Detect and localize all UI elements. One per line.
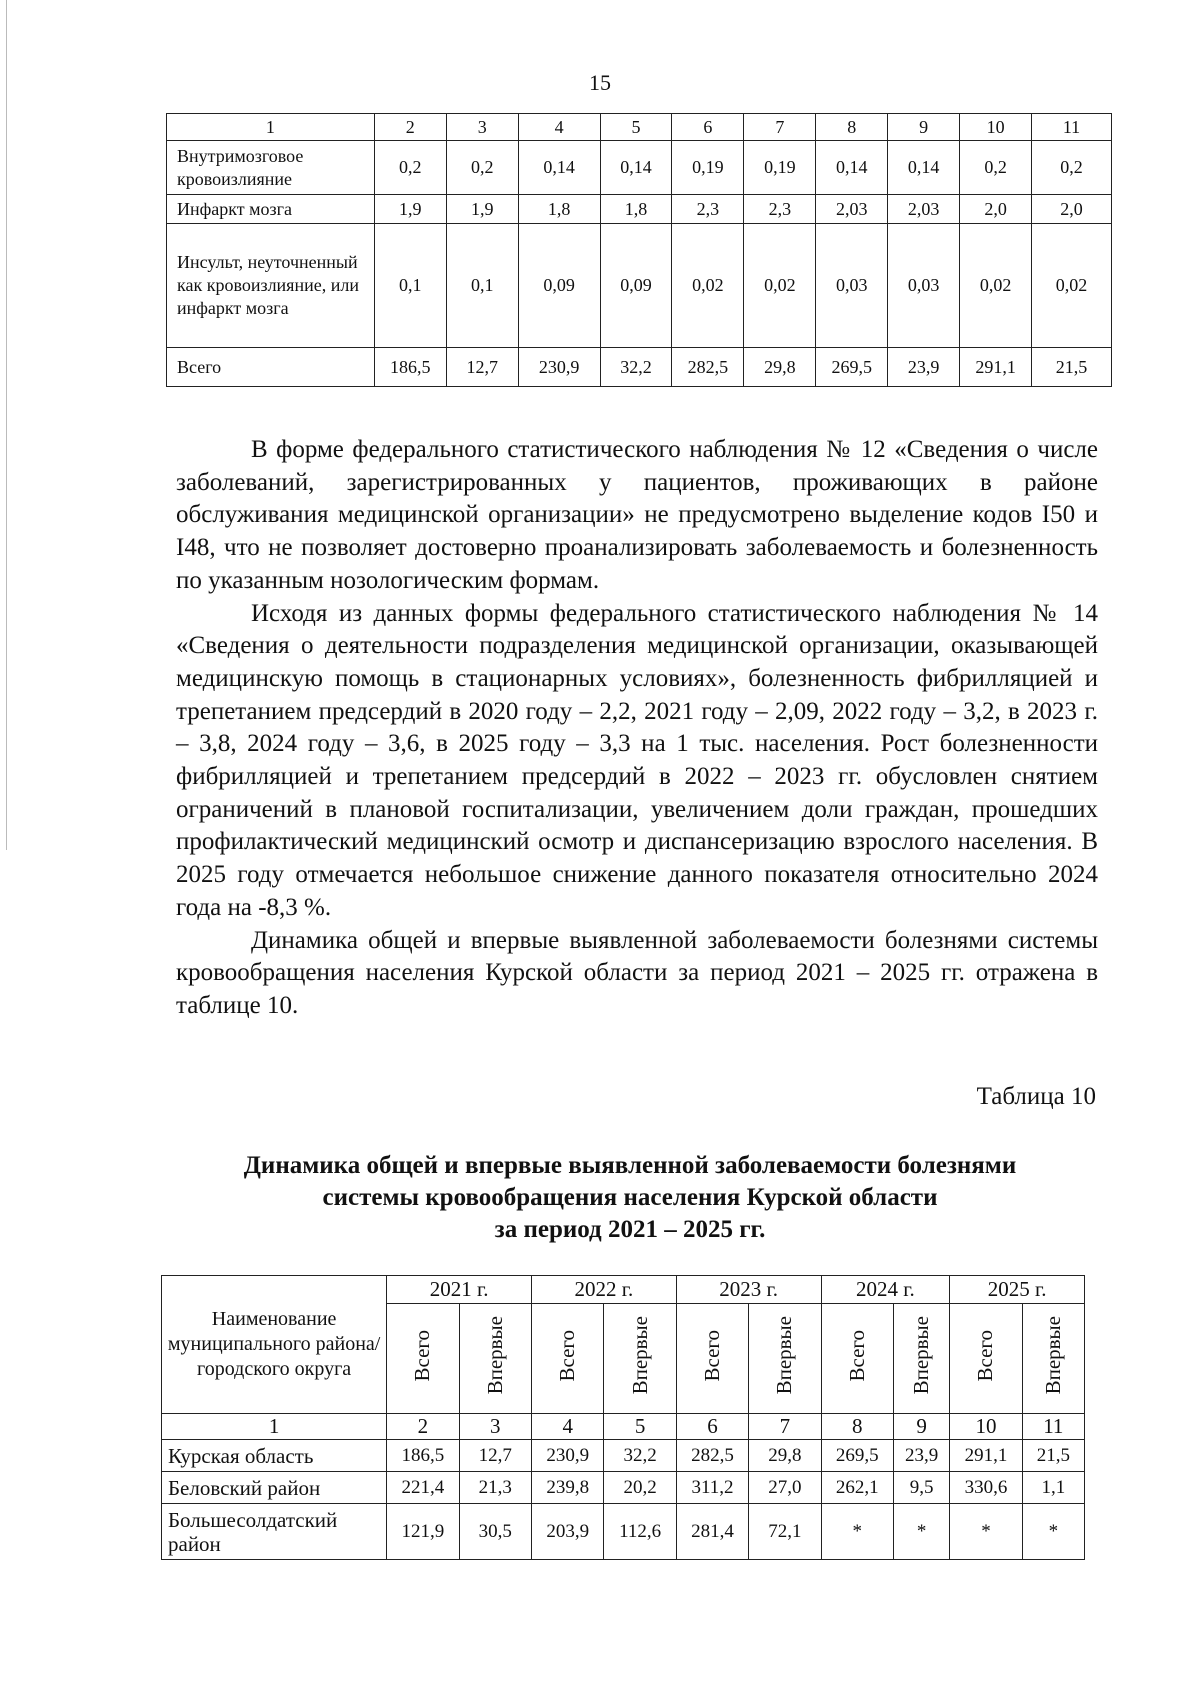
table-label: Таблица 10 xyxy=(976,1083,1096,1110)
column-number: 2 xyxy=(374,114,446,141)
column-number: 6 xyxy=(672,114,744,141)
table-cell: 23,9 xyxy=(893,1440,949,1472)
row-label: Курская область xyxy=(162,1440,387,1472)
table-cell: 291,1 xyxy=(960,348,1032,387)
table-cell: 9,5 xyxy=(893,1472,949,1504)
table-row xyxy=(162,1504,1085,1560)
table-row xyxy=(167,348,1112,387)
table-cell: 21,3 xyxy=(459,1472,531,1504)
paragraph: В форме федерального статистического наблюдения № 12 «Сведения о числе заболеваний, зарегистрированных у пациентов, проживающих в районе обслуживания медицинской организации» не предусмотрено выделение кодов I50 и I48, что не позволяет достоверно проанализировать заболеваемость и болезненность по указанным нозологическим формам. xyxy=(176,436,1098,594)
subheader-first: Впервые xyxy=(459,1304,531,1414)
table-cell: 29,8 xyxy=(744,348,816,387)
column-number: 6 xyxy=(676,1414,748,1440)
column-number: 10 xyxy=(950,1414,1022,1440)
table-cell: 269,5 xyxy=(821,1440,893,1472)
column-number: 5 xyxy=(600,114,672,141)
table-cell: 23,9 xyxy=(888,348,960,387)
column-number: 2 xyxy=(387,1414,459,1440)
subheader-first: Впервые xyxy=(1022,1304,1084,1414)
table-cell: 311,2 xyxy=(676,1472,748,1504)
table-cell: 2,0 xyxy=(1032,195,1112,224)
table-cell: 221,4 xyxy=(387,1472,459,1504)
table-cell: 281,4 xyxy=(676,1504,748,1560)
table-cell: 291,1 xyxy=(950,1440,1022,1472)
table-cell: 1,8 xyxy=(518,195,600,224)
column-number: 8 xyxy=(816,114,888,141)
paragraph: Исходя из данных формы федерального статистического наблюдения № 14 «Сведения о деятельности подразделения медицинской организации, оказывающей медицинскую помощь в стационарных условиях», болезненность фибрилляцией и трепетанием предсердий в 2020 году – 2,2, 2021 году – 2,09, 2022 году – 3,2, в 2023 г. – 3,8, 2024 году – 3,6, в 2025 году – 3,3 на 1 тыс. населения. Рост болезненности фибрилляцией и трепетанием предсердий в 2022 – 2023 гг. обусловлен снятием ограничений в плановой госпитализации, увеличением доли граждан, прошедших профилактический медицинский осмотр и диспансеризацию взрослого населения. В 2025 году отмечается небольшое снижение данного показателя относительно 2024 года на -8,3 %. xyxy=(176,599,1098,921)
row-label: Внутримозговое кровоизлияние xyxy=(167,141,375,195)
column-number: 7 xyxy=(749,1414,821,1440)
table-cell: 0,2 xyxy=(960,141,1032,195)
table-cell: 0,02 xyxy=(960,224,1032,348)
table-cell: 12,7 xyxy=(446,348,518,387)
table-cell: 230,9 xyxy=(532,1440,604,1472)
table-cell: 2,0 xyxy=(960,195,1032,224)
column-number: 1 xyxy=(167,114,375,141)
table-cell: 0,14 xyxy=(518,141,600,195)
column-number: 7 xyxy=(744,114,816,141)
year-header: 2025 г. xyxy=(950,1276,1085,1304)
row-label: Беловский район xyxy=(162,1472,387,1504)
column-number: 1 xyxy=(162,1414,387,1440)
page-number: 15 xyxy=(589,70,611,95)
table-cell: 0,1 xyxy=(446,224,518,348)
table-cell: 0,2 xyxy=(374,141,446,195)
table-cell: 2,3 xyxy=(744,195,816,224)
table-title-line: Динамика общей и впервые выявленной заболеваемости болезнями xyxy=(243,1152,1017,1179)
table-stroke-incidence xyxy=(166,113,1112,387)
table-cell: 282,5 xyxy=(676,1440,748,1472)
column-number: 4 xyxy=(518,114,600,141)
body-text xyxy=(176,434,1098,1023)
table-cell: 0,14 xyxy=(600,141,672,195)
row-label: Большесолдатский район xyxy=(162,1504,387,1560)
table-cell: 0,2 xyxy=(446,141,518,195)
table-title-line: за период 2021 – 2025 гг. xyxy=(494,1216,766,1243)
table-cell: 30,5 xyxy=(459,1504,531,1560)
table-cell: 186,5 xyxy=(387,1440,459,1472)
year-header: 2022 г. xyxy=(532,1276,677,1304)
row-label: Инфаркт мозга xyxy=(167,195,375,224)
column-number: 10 xyxy=(960,114,1032,141)
table-cell: 21,5 xyxy=(1032,348,1112,387)
column-number: 3 xyxy=(446,114,518,141)
table-circulatory-morbidity xyxy=(161,1275,1085,1560)
table-row xyxy=(167,141,1112,195)
table-row xyxy=(162,1472,1085,1504)
subheader-first: Впервые xyxy=(749,1304,821,1414)
table-header-row xyxy=(167,114,1112,141)
table-cell: 1,8 xyxy=(600,195,672,224)
column-number: 3 xyxy=(459,1414,531,1440)
table-cell: 0,2 xyxy=(1032,141,1112,195)
table-cell: 0,02 xyxy=(744,224,816,348)
year-header: 2023 г. xyxy=(676,1276,821,1304)
column-number: 5 xyxy=(604,1414,676,1440)
table-cell: * xyxy=(821,1504,893,1560)
subheader-first: Впервые xyxy=(893,1304,949,1414)
table-cell: 2,03 xyxy=(888,195,960,224)
subheader-total: Всего xyxy=(950,1304,1022,1414)
table-cell: * xyxy=(893,1504,949,1560)
name-column-header: Наименование муниципального района/городского округа xyxy=(162,1276,387,1414)
table-cell: 0,09 xyxy=(518,224,600,348)
table-row xyxy=(167,224,1112,348)
table-cell: 0,03 xyxy=(816,224,888,348)
table-cell: 27,0 xyxy=(749,1472,821,1504)
subheader-total: Всего xyxy=(387,1304,459,1414)
table-row xyxy=(162,1440,1085,1472)
subheader-total: Всего xyxy=(821,1304,893,1414)
table-cell: 0,03 xyxy=(888,224,960,348)
table-cell: * xyxy=(950,1504,1022,1560)
table-cell: 239,8 xyxy=(532,1472,604,1504)
year-header: 2024 г. xyxy=(821,1276,950,1304)
table-title xyxy=(130,1150,1130,1246)
table-cell: 12,7 xyxy=(459,1440,531,1472)
table-cell: 32,2 xyxy=(604,1440,676,1472)
subheader-total: Всего xyxy=(532,1304,604,1414)
table-cell: 0,19 xyxy=(672,141,744,195)
table-cell: 186,5 xyxy=(374,348,446,387)
table-cell: 29,8 xyxy=(749,1440,821,1472)
scan-edge-line xyxy=(6,0,7,850)
table-cell: 0,14 xyxy=(888,141,960,195)
table-cell: 330,6 xyxy=(950,1472,1022,1504)
table-cell: * xyxy=(1022,1504,1084,1560)
table-cell: 0,02 xyxy=(672,224,744,348)
table-cell: 230,9 xyxy=(518,348,600,387)
table-cell: 21,5 xyxy=(1022,1440,1084,1472)
table-title-line: системы кровообращения населения Курской области xyxy=(322,1184,938,1211)
column-number: 9 xyxy=(893,1414,949,1440)
table-cell: 2,03 xyxy=(816,195,888,224)
table-cell: 0,1 xyxy=(374,224,446,348)
column-number: 11 xyxy=(1032,114,1112,141)
table-cell: 1,9 xyxy=(374,195,446,224)
table-cell: 0,19 xyxy=(744,141,816,195)
table-row xyxy=(167,195,1112,224)
row-label: Инсульт, неуточненный как кровоизлияние, или инфаркт мозга xyxy=(167,224,375,348)
column-numbers-row xyxy=(162,1414,1085,1440)
table-cell: 203,9 xyxy=(532,1504,604,1560)
table-cell: 282,5 xyxy=(672,348,744,387)
column-number: 11 xyxy=(1022,1414,1084,1440)
column-number: 9 xyxy=(888,114,960,141)
table-cell: 0,14 xyxy=(816,141,888,195)
table-header-row xyxy=(162,1276,1085,1304)
table-cell: 32,2 xyxy=(600,348,672,387)
subheader-total: Всего xyxy=(676,1304,748,1414)
table-cell: 269,5 xyxy=(816,348,888,387)
table-cell: 112,6 xyxy=(604,1504,676,1560)
table-cell: 121,9 xyxy=(387,1504,459,1560)
table-cell: 20,2 xyxy=(604,1472,676,1504)
table-cell: 1,1 xyxy=(1022,1472,1084,1504)
table-cell: 1,9 xyxy=(446,195,518,224)
column-number: 4 xyxy=(532,1414,604,1440)
subheader-first: Впервые xyxy=(604,1304,676,1414)
table-cell: 262,1 xyxy=(821,1472,893,1504)
table-cell: 72,1 xyxy=(749,1504,821,1560)
paragraph: Динамика общей и впервые выявленной заболеваемости болезнями системы кровообращения населения Курской области за период 2021 – 2025 гг. отражена в таблице 10. xyxy=(176,926,1098,1019)
year-header: 2021 г. xyxy=(387,1276,532,1304)
column-number: 8 xyxy=(821,1414,893,1440)
table-cell: 2,3 xyxy=(672,195,744,224)
table-cell: 0,02 xyxy=(1032,224,1112,348)
row-label: Всего xyxy=(167,348,375,387)
table-cell: 0,09 xyxy=(600,224,672,348)
